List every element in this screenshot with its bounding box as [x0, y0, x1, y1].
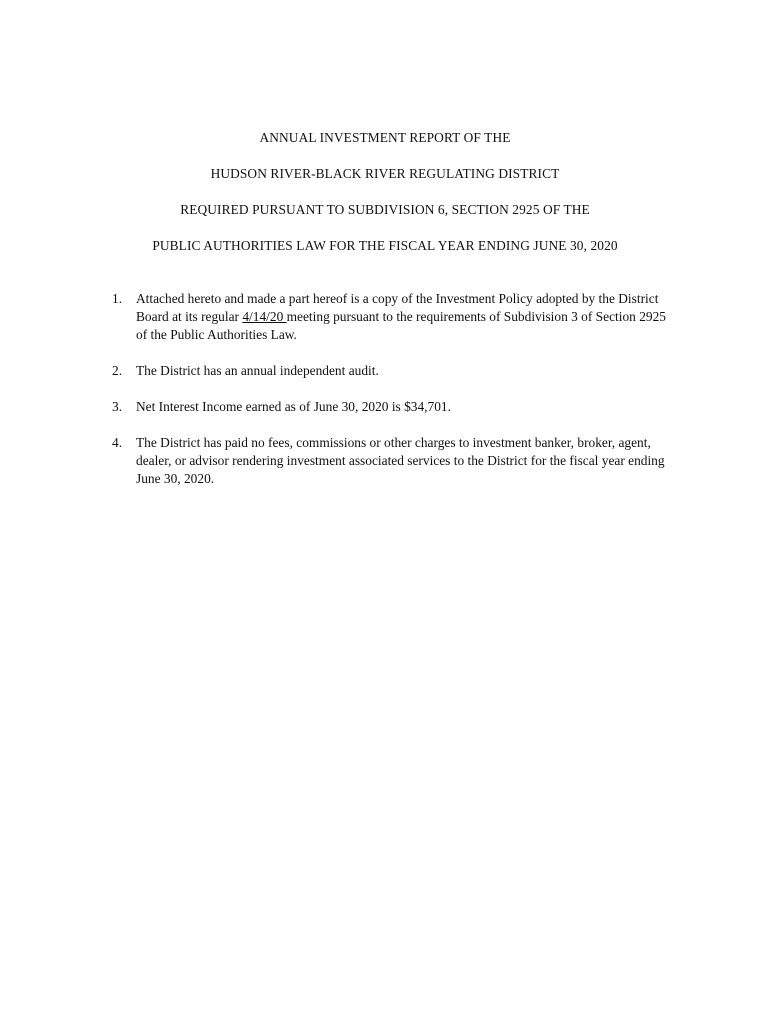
list-item — [112, 434, 672, 488]
title-line-4: PUBLIC AUTHORITIES LAW FOR THE FISCAL YEAR ENDING JUNE 30, 2020 — [152, 238, 618, 253]
list-item-text: Attached hereto and made a part hereof is a copy of the Investment Policy adopted by the District Board at its regular — [136, 291, 659, 324]
list-item — [112, 290, 672, 344]
list-item-number: 4. — [112, 435, 123, 450]
list-item — [112, 362, 672, 380]
title-line-1: ANNUAL INVESTMENT REPORT OF THE — [259, 130, 511, 145]
list-item-text-continued: meeting pursuant to the requirements of Subdivision 3 of Section 2925 of the Public Authorities Law. — [136, 309, 666, 342]
numbered-list — [112, 290, 672, 506]
title-line-3: REQUIRED PURSUANT TO SUBDIVISION 6, SECTION 2925 OF THE — [180, 202, 590, 217]
list-item-number: 1. — [112, 291, 123, 306]
meeting-date: 4/14/20 — [242, 309, 287, 324]
report-title-block — [0, 129, 770, 255]
list-item-text: The District has an annual independent audit. — [136, 363, 379, 378]
list-item — [112, 398, 672, 416]
list-item-text: Net Interest Income earned as of June 30, 2020 is $34,701. — [136, 399, 451, 414]
list-item-number: 2. — [112, 363, 123, 378]
list-item-text: The District has paid no fees, commissions or other charges to investment banker, broker, agent, dealer, or advisor rendering investment associated services to the District for the fiscal year ending June 30, 2020. — [136, 435, 665, 486]
list-item-number: 3. — [112, 399, 123, 414]
title-line-2: HUDSON RIVER-BLACK RIVER REGULATING DISTRICT — [210, 166, 560, 181]
